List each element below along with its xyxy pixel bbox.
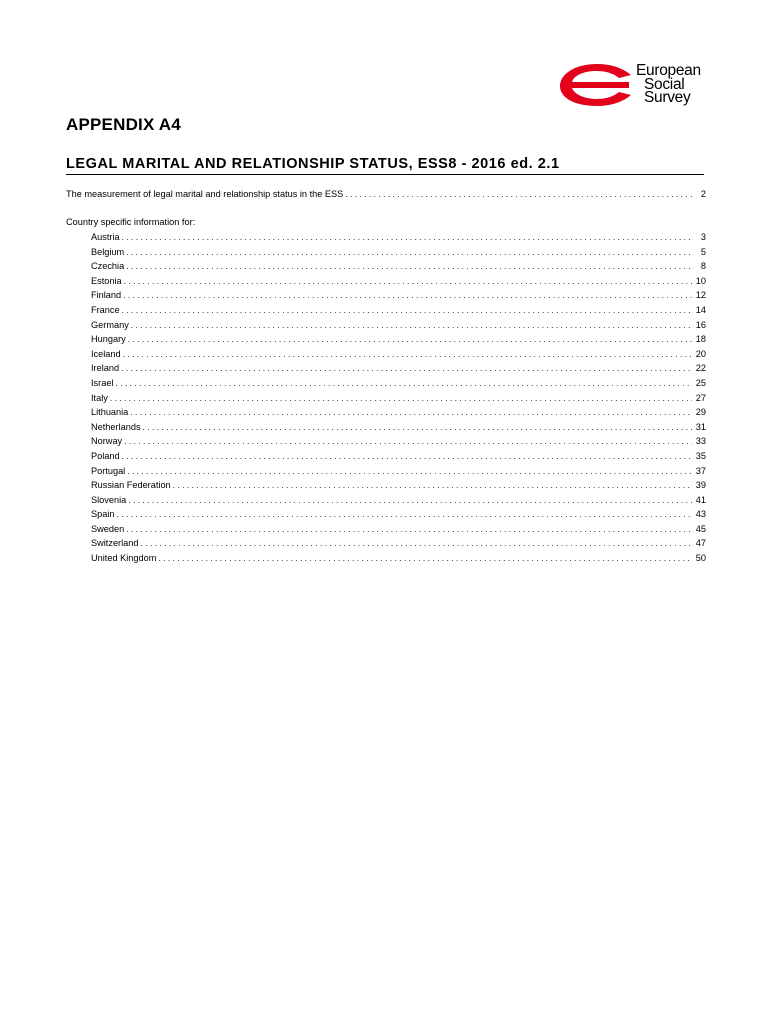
toc-dot-leader <box>126 246 692 258</box>
toc-entry-country[interactable] <box>91 406 706 421</box>
toc-entry-page: 43 <box>695 509 706 520</box>
toc-entry-country[interactable] <box>91 494 706 509</box>
toc-dot-leader <box>141 537 693 549</box>
toc-entry-page: 50 <box>695 553 706 564</box>
toc-entry-label: Finland <box>91 290 122 301</box>
toc-dot-leader <box>126 523 692 535</box>
toc-entry-page: 12 <box>695 290 706 301</box>
toc-entry-country[interactable] <box>91 552 706 567</box>
toc-dot-leader <box>128 333 692 345</box>
appendix-title: APPENDIX A4 <box>66 115 181 134</box>
toc-dot-leader <box>123 289 692 301</box>
toc-entry-label: Norway <box>91 436 123 447</box>
toc-dot-leader <box>126 260 692 272</box>
toc-entry-page: 14 <box>695 304 706 315</box>
toc-entry-page: 37 <box>695 465 706 476</box>
toc-entry-label: Poland <box>91 450 120 461</box>
toc-entry-page: 27 <box>695 392 706 403</box>
toc-entry-label: Lithuania <box>91 407 129 418</box>
toc-entry-page: 35 <box>695 450 706 461</box>
toc-entry-page: 41 <box>695 494 706 505</box>
toc-dot-leader <box>122 304 692 316</box>
ess-logo-mark-icon <box>557 62 635 108</box>
toc-dot-leader <box>127 465 692 477</box>
toc-dot-leader <box>158 552 692 564</box>
toc-dot-leader <box>124 435 692 447</box>
toc-entry-country[interactable] <box>91 392 706 407</box>
toc-entry-label: Ireland <box>91 363 120 374</box>
toc-dot-leader <box>115 377 692 389</box>
toc-dot-leader <box>124 275 692 287</box>
toc-entry-label: Hungary <box>91 334 126 345</box>
toc-entry-country[interactable] <box>91 421 706 436</box>
toc-entry-country[interactable] <box>91 523 706 538</box>
toc-entry-page: 20 <box>695 348 706 359</box>
toc-entry-label: Israel <box>91 377 114 388</box>
logo-line-survey: Survey <box>644 89 691 106</box>
toc-entry-page: 33 <box>695 436 706 447</box>
toc-entry-page: 25 <box>695 377 706 388</box>
toc-entry-page: 8 <box>700 261 706 272</box>
toc-dot-leader <box>131 319 692 331</box>
document-title: LEGAL MARITAL AND RELATIONSHIP STATUS, ESS8 - 2016 ed. 2.1 <box>66 156 704 175</box>
toc-entry-country[interactable] <box>91 333 706 348</box>
country-section-label: Country specific information for: <box>66 217 196 227</box>
toc-dot-leader <box>345 188 692 200</box>
toc-entry-country[interactable] <box>91 465 706 480</box>
toc-entry-label: Switzerland <box>91 538 139 549</box>
logo-line-european: European <box>636 62 701 79</box>
toc-dot-leader <box>130 406 692 418</box>
toc-entry-label: Spain <box>91 509 115 520</box>
toc-dot-leader <box>122 231 692 243</box>
toc-entry-label: Iceland <box>91 348 121 359</box>
toc-entry-page: 22 <box>695 363 706 374</box>
toc-entry-page: 31 <box>695 421 706 432</box>
toc-entry-label: The measurement of legal marital and relationship status in the ESS <box>66 189 344 199</box>
toc-entry-label: Sweden <box>91 523 125 534</box>
toc-entry-page: 16 <box>695 319 706 330</box>
toc-dot-leader <box>121 362 692 374</box>
toc-dot-leader <box>123 348 692 360</box>
toc-entry-label: Slovenia <box>91 494 127 505</box>
toc-entry-page: 39 <box>695 480 706 491</box>
toc-entry-page: 10 <box>695 275 706 286</box>
toc-dot-leader <box>128 494 692 506</box>
toc-entry-country[interactable] <box>91 275 706 290</box>
toc-entry-page: 29 <box>695 407 706 418</box>
toc-entry-label: Netherlands <box>91 421 141 432</box>
toc-entry-country[interactable] <box>91 289 706 304</box>
toc-entry-label: Italy <box>91 392 108 403</box>
toc-entry-country[interactable] <box>91 231 706 246</box>
toc-entry-country[interactable] <box>91 362 706 377</box>
toc-entry-country[interactable] <box>91 508 706 523</box>
toc-entry-label: Germany <box>91 319 129 330</box>
toc-dot-leader <box>122 450 692 462</box>
toc-entry-label: Portugal <box>91 465 126 476</box>
logo-line-social: Social <box>644 75 685 93</box>
toc-entry-country[interactable] <box>91 304 706 319</box>
country-toc-list <box>91 231 706 567</box>
toc-dot-leader <box>173 479 692 491</box>
toc-dot-leader <box>117 508 693 520</box>
toc-entry-page: 2 <box>700 189 706 199</box>
toc-entry-label: Czechia <box>91 261 125 272</box>
toc-entry-label: Estonia <box>91 275 122 286</box>
toc-entry-page: 5 <box>700 246 706 257</box>
toc-dot-leader <box>110 392 692 404</box>
toc-entry-country[interactable] <box>91 260 706 275</box>
ess-logo <box>557 62 707 108</box>
toc-entry-label: France <box>91 304 120 315</box>
toc-entry-page: 45 <box>695 523 706 534</box>
toc-entry-country[interactable] <box>91 348 706 363</box>
toc-entry-page: 18 <box>695 334 706 345</box>
toc-entry-label: Austria <box>91 232 120 242</box>
toc-entry-country[interactable] <box>91 246 706 261</box>
toc-entry-page: 3 <box>700 232 706 242</box>
toc-entry-country[interactable] <box>91 319 706 334</box>
toc-entry-country[interactable] <box>91 479 706 494</box>
toc-dot-leader <box>143 421 692 433</box>
ess-logo-wordmark <box>636 64 701 105</box>
toc-entry-page: 47 <box>695 538 706 549</box>
toc-entry-intro[interactable] <box>66 188 706 200</box>
toc-entry-country[interactable] <box>91 377 706 392</box>
toc-entry-country[interactable] <box>91 537 706 552</box>
toc-entry-label: United Kingdom <box>91 553 157 564</box>
toc-entry-label: Belgium <box>91 246 125 257</box>
toc-entry-label: Russian Federation <box>91 480 171 491</box>
toc-entry-country[interactable] <box>91 450 706 465</box>
toc-entry-country[interactable] <box>91 435 706 450</box>
